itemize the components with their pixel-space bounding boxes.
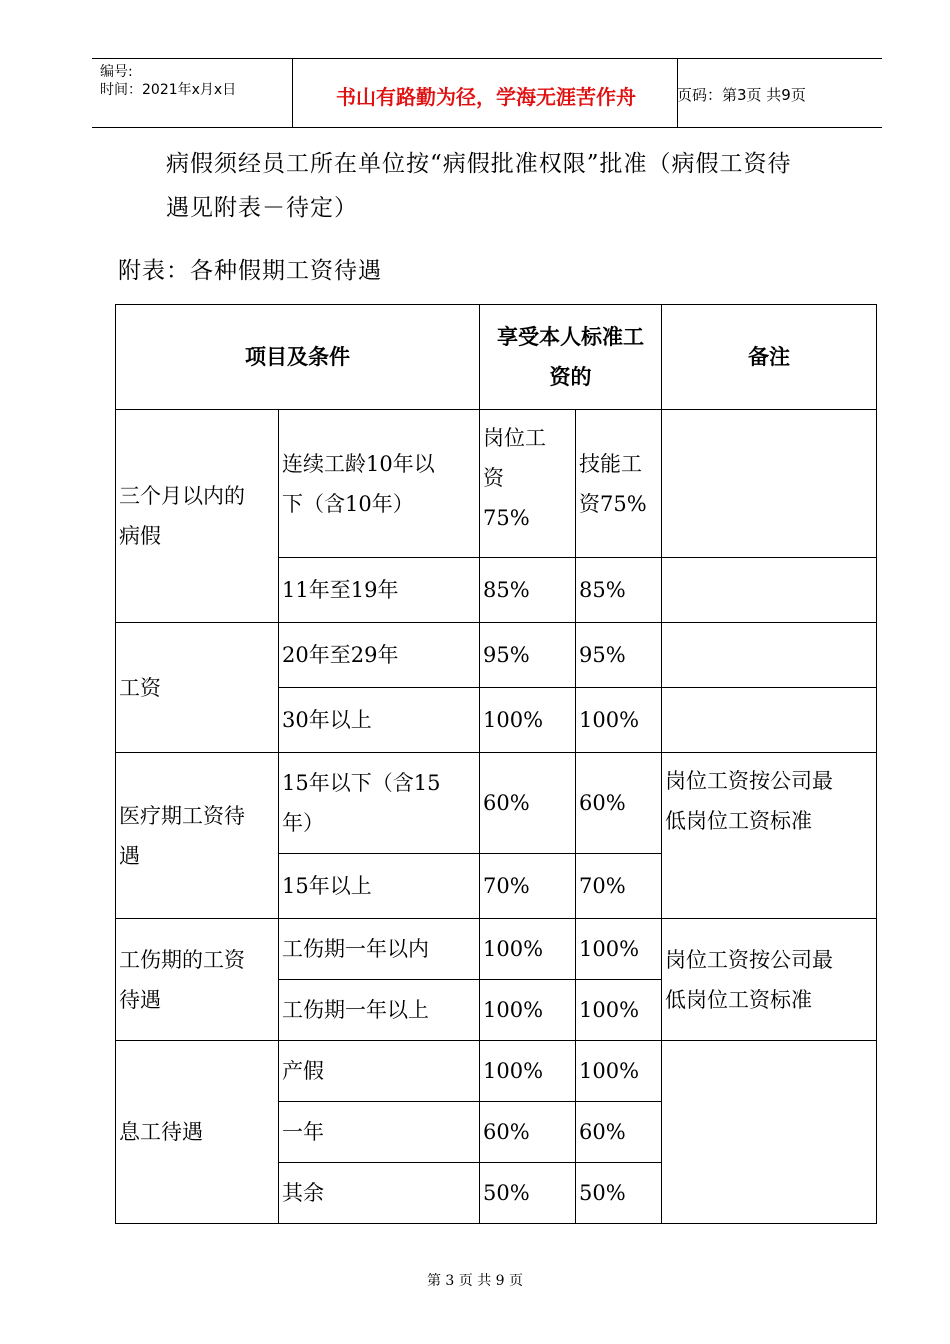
table-header-row [116,305,877,410]
remark-cell [662,558,877,623]
condition-cell: 工伤期一年以上 [279,980,480,1041]
header-divider-left [292,59,293,127]
remark-cell [662,688,877,753]
skill-line-1: 技能工 [579,451,642,476]
position-wage-cell: 50% [480,1163,576,1224]
skill-line-2: 资75% [579,491,647,516]
skill-wage-cell: 70% [576,854,662,919]
position-wage-cell: 100% [480,919,576,980]
table-row [116,1041,877,1102]
header-motto: 书山有路勤为径，学海无涯苦作舟 [336,85,636,109]
group-sick-cell [116,410,279,623]
condition-cell: 产假 [279,1041,480,1102]
position-line-1: 岗位工 [483,426,546,450]
condition-line-2: 下（含10年） [282,491,414,516]
paragraph-line-2: 遇见附表－待定） [166,195,358,221]
condition-cell: 15年以上 [279,854,480,919]
group-injury-cell [116,919,279,1041]
table-row [116,753,877,854]
position-line-3: 75% [483,506,530,530]
table-row [116,410,877,558]
skill-wage-cell: 100% [576,688,662,753]
skill-wage-cell: 60% [576,753,662,854]
position-wage-cell: 95% [480,623,576,688]
group-medical-line-2: 遇 [119,843,140,868]
condition-cell: 工伤期一年以内 [279,919,480,980]
skill-wage-cell: 50% [576,1163,662,1224]
header-enjoy-line-2: 资的 [549,365,592,389]
group-injury-line-2: 待遇 [119,987,161,1012]
table-caption: 附表：各种假期工资待遇 [118,258,382,284]
skill-wage-cell [576,410,662,558]
position-wage-cell: 100% [480,980,576,1041]
document-header [92,58,882,128]
group-sick-line-1: 三个月以内的 [119,484,245,508]
position-line-2: 资 [483,466,504,490]
body-paragraph [166,142,866,230]
remark-line-1: 岗位工资按公司最 [665,769,833,793]
condition-cell: 一年 [279,1102,480,1163]
remark-line-1: 岗位工资按公司最 [665,947,833,972]
remark-line-2: 低岗位工资标准 [665,987,812,1012]
condition-cell: 其余 [279,1163,480,1224]
time-label: 时间：2021年x月x日 [100,82,237,98]
condition-line-1: 15年以下（含15 [282,771,441,795]
condition-cell: 30年以上 [279,688,480,753]
group-injury-line-1: 工伤期的工资 [119,947,245,972]
group-medical-line-1: 医疗期工资待 [119,803,245,828]
serial-label: 编号: [100,64,133,80]
header-page-info: 页码：第3页 共9页 [677,86,806,104]
remark-cell [662,623,877,688]
group-wage-cell: 工资 [116,623,279,753]
position-wage-cell [480,410,576,558]
table-row [116,623,877,688]
skill-wage-cell: 100% [576,1041,662,1102]
skill-wage-cell: 100% [576,919,662,980]
remark-injury-cell [662,919,877,1041]
paragraph-line-1: 病假须经员工所在单位按“病假批准权限”批准（病假工资待 [166,151,792,177]
position-wage-cell: 100% [480,1041,576,1102]
header-remark-cell: 备注 [662,305,877,410]
position-wage-cell: 70% [480,854,576,919]
position-wage-cell: 85% [480,558,576,623]
group-rest-cell: 息工待遇 [116,1041,279,1224]
skill-wage-cell: 100% [576,980,662,1041]
remark-cell [662,410,877,558]
condition-line-2: 年） [282,811,324,835]
group-sick-line-2: 病假 [119,524,161,548]
skill-wage-cell: 95% [576,623,662,688]
position-wage-cell: 60% [480,1102,576,1163]
position-wage-cell: 100% [480,688,576,753]
header-enjoy-line-1: 享受本人标准工 [497,325,644,349]
condition-cell: 11年至19年 [279,558,480,623]
header-meta [100,63,236,99]
skill-wage-cell: 60% [576,1102,662,1163]
condition-cell [279,753,480,854]
skill-wage-cell: 85% [576,558,662,623]
group-medical-cell [116,753,279,919]
condition-line-1: 连续工龄10年以 [282,451,435,476]
header-item-cell: 项目及条件 [116,305,480,410]
condition-cell: 20年至29年 [279,623,480,688]
leave-wage-table [115,304,877,1224]
table-row [116,919,877,980]
page-footer: 第 3 页 共 9 页 [426,1273,524,1289]
remark-line-2: 低岗位工资标准 [665,809,812,833]
position-wage-cell: 60% [480,753,576,854]
condition-cell [279,410,480,558]
remark-rest-cell [662,1041,877,1224]
remark-medical-cell [662,753,877,919]
header-enjoy-cell [480,305,662,410]
